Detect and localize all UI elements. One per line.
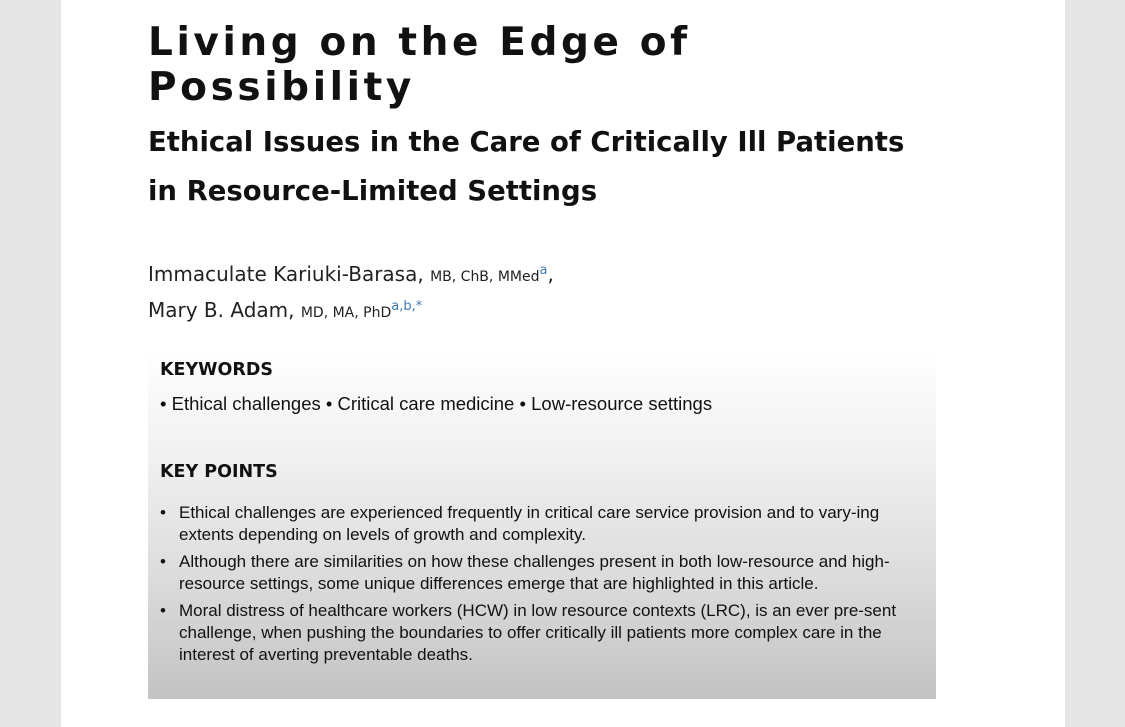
bullet-dot: • (160, 552, 166, 571)
list-item (160, 600, 910, 666)
key-point-text: Although there are similarities on how these challenges present in both low-resource and high-resource settings, some unique differences emerge that are highlighted in this article. (179, 552, 890, 593)
list-item (160, 502, 910, 546)
keyword-bullet: • (325, 393, 333, 414)
subtitle-line-1: Ethical Issues in the Care of Critically Ill Patients (148, 126, 905, 158)
keyword-bullet: • (519, 393, 526, 414)
author-name: Mary B. Adam, (148, 298, 295, 322)
keyword-item: Critical care medicine (337, 393, 515, 414)
key-points-heading: KEY POINTS (160, 462, 278, 482)
key-points-list (160, 502, 910, 671)
keywords-list (160, 393, 712, 415)
affiliation-link[interactable]: a,b,* (391, 299, 423, 314)
key-point-text: Moral distress of healthcare workers (HCW) in low resource contexts (LRC), is an ever pre-sent challenge, when pushing the boundaries to offer critically ill patients more complex care in the interest of averting preventable deaths. (179, 601, 897, 664)
bullet-dot: • (160, 601, 166, 620)
subtitle-line-2: in Resource-Limited Settings (148, 175, 598, 207)
author-2 (148, 292, 748, 328)
author-name: Immaculate Kariuki-Barasa, (148, 262, 424, 286)
keyword-bullet: • (160, 393, 167, 414)
article-subtitle (148, 118, 908, 216)
author-separator: , (547, 262, 554, 286)
author-list (148, 256, 748, 328)
affiliation-link[interactable]: a (539, 263, 548, 278)
title-line-1: Living on the Edge of (148, 20, 691, 65)
bullet-dot: • (160, 503, 166, 522)
title-line-2: Possibility (148, 65, 415, 110)
keywords-keypoints-box (148, 348, 936, 699)
article-title (148, 20, 848, 110)
keyword-item: Low-resource settings (531, 393, 713, 414)
keyword-item: Ethical challenges (171, 393, 321, 414)
keywords-heading: KEYWORDS (160, 360, 273, 380)
key-point-text: Ethical challenges are experienced frequently in critical care service provision and to vary-ing extents depending on levels of growth and complexity. (179, 503, 880, 544)
author-1 (148, 256, 748, 292)
author-degrees: MB, ChB, MMed (430, 269, 540, 285)
author-degrees: MD, MA, PhD (300, 305, 392, 321)
article-page (61, 0, 1065, 727)
list-item (160, 551, 910, 595)
